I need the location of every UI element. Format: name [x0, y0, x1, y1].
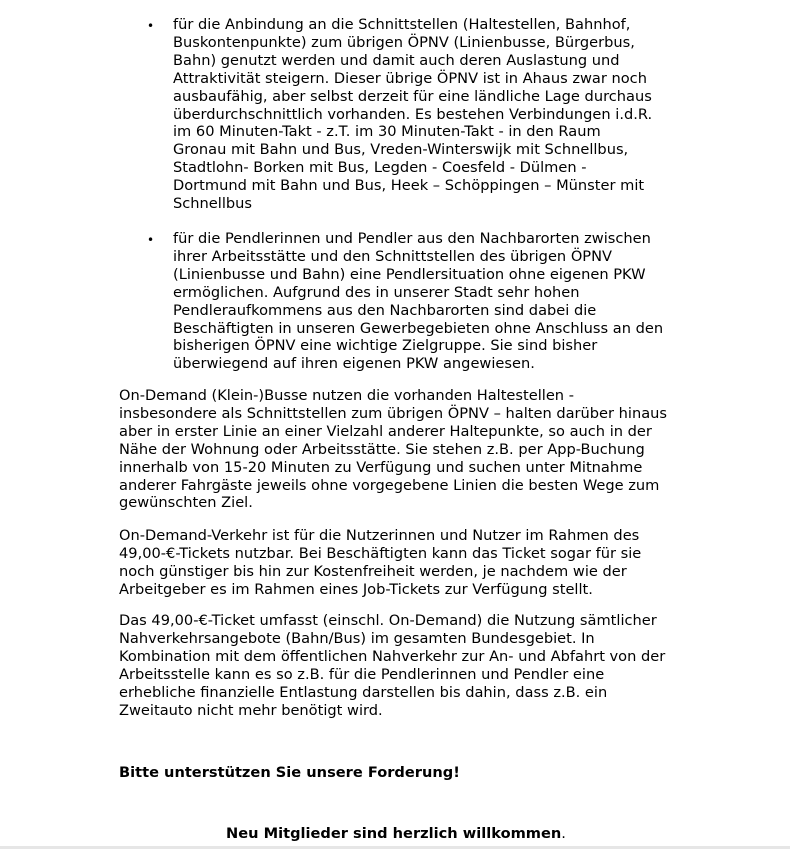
welcome-line	[226, 825, 566, 843]
text-line: erhebliche finanzielle Entlastung darstellen bis dahin, dass z.B. ein	[119, 683, 608, 701]
text-line: bisherigen ÖPNV eine wichtige Zielgruppe. Sie sind bisher	[173, 337, 598, 355]
bullet-icon: •	[147, 19, 155, 33]
text-line: Nähe der Wohnung oder Arbeitsstätte. Sie stehen z.B. per App-Buchung	[119, 440, 645, 458]
welcome-text: Neu Mitglieder sind herzlich willkommen	[226, 825, 562, 842]
paragraph-ticket	[119, 527, 679, 599]
text-line: On-Demand (Klein-)Busse nutzen die vorhanden Haltestellen -	[119, 387, 574, 404]
paragraph-on-demand	[119, 387, 679, 512]
text-line: überwiegend auf ihren eigenen PKW angewiesen.	[173, 355, 535, 373]
paragraph-germany-ticket	[119, 612, 679, 719]
text-line: innerhalb von 15-20 Minuten zu Verfügung und suchen unter Mitnahme	[119, 458, 643, 476]
text-line: 49,00-€-Tickets nutzbar. Bei Beschäftigten kann das Ticket sogar für sie	[119, 544, 642, 562]
text-line: Das 49,00-€-Ticket umfasst (einschl. On-Demand) die Nutzung sämtlicher	[119, 612, 657, 629]
text-line: Stadtlohn- Borken mit Bus, Legden - Coesfeld - Dülmen -	[173, 159, 587, 177]
text-line: Gronau mit Bahn und Bus, Vreden-Winterswijk mit Schnellbus,	[173, 141, 629, 159]
appeal-heading: Bitte unterstützen Sie unsere Forderung!	[119, 764, 460, 781]
text-line: ihrer Arbeitsstätte und den Schnittstellen des übrigen ÖPNV	[173, 247, 613, 265]
bullet-text	[173, 230, 693, 373]
text-line: ausbaufähig, aber selbst derzeit für eine ländliche Lage durchaus	[173, 87, 652, 105]
text-line: gewünschten Ziel.	[119, 494, 253, 512]
text-line: (Linienbusse und Bahn) eine Pendlersituation ohne eigenen PKW	[173, 265, 646, 283]
text-line: im 60 Minuten-Takt - z.T. im 30 Minuten-Takt - in den Raum	[173, 123, 601, 141]
text-line: Zweitauto nicht mehr benötigt wird.	[119, 701, 383, 719]
text-line: Schnellbus	[173, 195, 252, 213]
text-line: Arbeitgeber es im Rahmen eines Job-Tickets zur Verfügung stellt.	[119, 580, 593, 598]
text-line: Kombination mit dem öffentlichen Nahverkehr zur An- und Abfahrt von der	[119, 647, 666, 665]
text-line: insbesondere als Schnittstellen zum übrigen ÖPNV – halten darüber hinaus	[119, 404, 668, 422]
text-line: Pendleraufkommens aus den Nachbarorten sind dabei die	[173, 301, 597, 319]
text-line: noch günstiger bis hin zur Kostenfreiheit werden, je nachdem wie der	[119, 562, 627, 580]
text-line: ermöglichen. Aufgrund des in unserer Stadt sehr hohen	[173, 283, 580, 301]
text-line: Attraktivität steigern. Dieser übrige ÖPNV ist in Ahaus zwar noch	[173, 69, 647, 87]
welcome-period: .	[561, 825, 566, 842]
text-line: für die Anbindung an die Schnittstellen (Haltestellen, Bahnhof,	[173, 16, 631, 33]
text-line: On-Demand-Verkehr ist für die Nutzerinnen und Nutzer im Rahmen des	[119, 527, 640, 544]
text-line: überdurchschnittlich vorhanden. Es bestehen Verbindungen i.d.R.	[173, 105, 653, 123]
bullet-text	[173, 16, 693, 213]
text-line: Buskontenpunkte) zum übrigen ÖPNV (Linienbusse, Bürgerbus,	[173, 33, 635, 51]
text-line: Arbeitsstelle kann es so z.B. für die Pendlerinnen und Pendler eine	[119, 665, 605, 683]
text-line: aber in erster Linie an einer Vielzahl anderer Haltepunkte, so auch in der	[119, 422, 652, 440]
text-line: Beschäftigten in unseren Gewerbegebieten ohne Anschluss an den	[173, 319, 664, 337]
text-line: anderer Fahrgäste jeweils ohne vorgegebene Linien die besten Wege zum	[119, 476, 660, 494]
text-line: Nahverkehrsangebote (Bahn/Bus) im gesamten Bundesgebiet. In	[119, 629, 595, 647]
text-line: für die Pendlerinnen und Pendler aus den Nachbarorten zwischen	[173, 230, 651, 247]
text-line: Dortmund mit Bahn und Bus, Heek – Schöppingen – Münster mit	[173, 177, 645, 195]
text-line: Bahn) genutzt werden und damit auch deren Auslastung und	[173, 51, 620, 69]
bullet-icon: •	[147, 233, 155, 247]
